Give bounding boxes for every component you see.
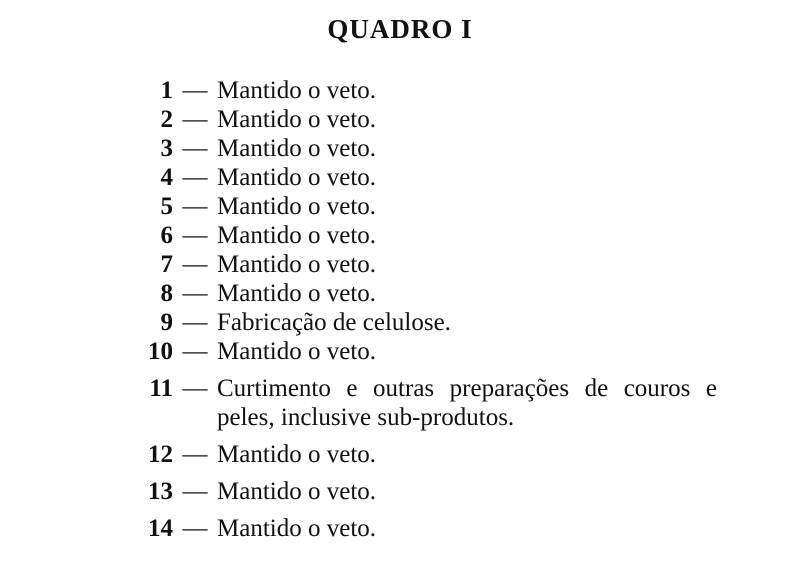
entry-text: Mantido o veto. xyxy=(217,193,377,220)
entry-number: 11 xyxy=(149,375,173,402)
entry-number: 13 xyxy=(148,478,173,505)
list-item xyxy=(128,163,748,192)
entry-number: 1 xyxy=(160,77,173,104)
entry-dash: — xyxy=(182,280,208,307)
entry-dash: — xyxy=(182,478,208,505)
entry-dash: — xyxy=(182,106,208,133)
entry-number: 7 xyxy=(160,251,173,278)
entry-number: 10 xyxy=(148,338,173,365)
entry-number: 5 xyxy=(160,193,173,220)
entry-dash: — xyxy=(182,441,208,468)
entry-text: Mantido o veto. xyxy=(217,164,377,191)
entry-text: Mantido o veto. xyxy=(217,222,377,249)
list-item xyxy=(128,76,748,105)
entry-dash: — xyxy=(182,164,208,191)
entry-number: 6 xyxy=(160,222,173,249)
entry-list xyxy=(128,76,748,543)
entry-dash: — xyxy=(182,77,208,104)
entry-number: 9 xyxy=(160,309,173,336)
list-item xyxy=(128,192,748,221)
entry-text: Mantido o veto. xyxy=(217,135,377,162)
entry-dash: — xyxy=(182,515,208,542)
list-item xyxy=(128,477,748,506)
entry-text: Mantido o veto. xyxy=(217,515,377,542)
entry-text: Fabricação de celulose. xyxy=(217,309,451,336)
entry-dash: — xyxy=(182,338,208,365)
entry-dash: — xyxy=(182,251,208,278)
entry-text: Mantido o veto. xyxy=(217,441,377,468)
page-title: QUADRO I xyxy=(327,14,473,44)
entry-number: 4 xyxy=(160,164,173,191)
entry-text: Mantido o veto. xyxy=(217,338,377,365)
list-item xyxy=(128,337,748,366)
entry-text: Curtimento e outras preparações de couros e peles, inclusive sub-produtos. xyxy=(217,375,717,431)
list-item xyxy=(128,374,748,432)
entry-number: 12 xyxy=(148,441,173,468)
entry-dash: — xyxy=(182,309,208,336)
list-item xyxy=(128,440,748,469)
entry-text: Mantido o veto. xyxy=(217,478,377,505)
list-item xyxy=(128,279,748,308)
entry-dash: — xyxy=(182,135,208,162)
list-item xyxy=(128,250,748,279)
entry-number: 8 xyxy=(160,280,173,307)
entry-dash: — xyxy=(182,222,208,249)
list-item xyxy=(128,308,748,337)
entry-number: 3 xyxy=(160,135,173,162)
list-item xyxy=(128,514,748,543)
entry-dash: — xyxy=(182,375,208,402)
list-item xyxy=(128,221,748,250)
entry-text: Mantido o veto. xyxy=(217,280,377,307)
list-item xyxy=(128,105,748,134)
entry-dash: — xyxy=(182,193,208,220)
entry-text: Mantido o veto. xyxy=(217,251,377,278)
entry-text: Mantido o veto. xyxy=(217,77,377,104)
entry-number: 2 xyxy=(160,106,173,133)
list-item xyxy=(128,134,748,163)
entry-text: Mantido o veto. xyxy=(217,106,377,133)
entry-number: 14 xyxy=(148,515,173,542)
